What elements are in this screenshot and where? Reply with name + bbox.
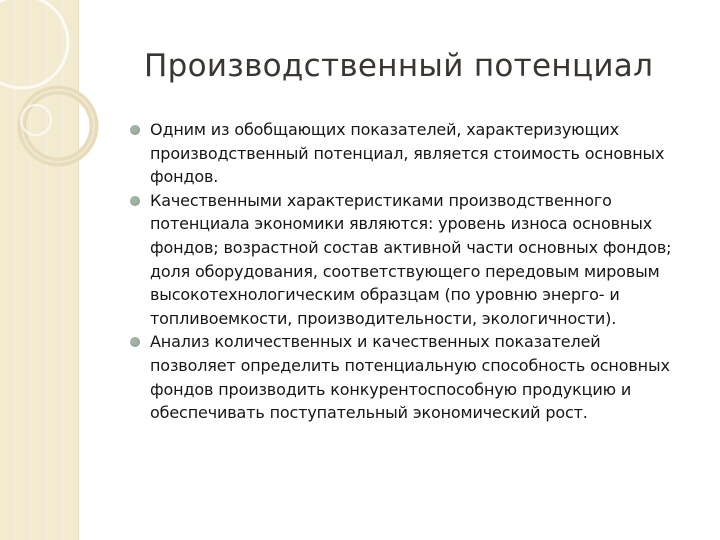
bullet-item	[130, 118, 696, 189]
bullet-line: Качественными характеристиками производственного	[150, 190, 612, 210]
medium-ring-highlight	[22, 90, 94, 162]
bullet-line: доля оборудования, соответствующего передовым мировым	[150, 261, 660, 281]
slide-title: Производственный потенциал	[144, 48, 654, 84]
bullet-line: фондов.	[150, 167, 219, 187]
bullet-item	[130, 330, 696, 424]
bullet-icon	[130, 337, 140, 347]
bullet-line: позволяет определить потенциальную способность основных	[150, 355, 670, 375]
bullet-line: Одним из обобщающих показателей, характеризующих	[150, 120, 619, 139]
bullet-line: Анализ количественных и качественных показателей	[150, 332, 601, 352]
large-ring	[0, 0, 68, 88]
bullet-line: высокотехнологическим образцам (по уровню энерго- и	[150, 285, 620, 305]
decorative-rings	[0, 0, 120, 200]
bullet-line: фондов производить конкурентоспособную продукцию и	[150, 379, 632, 399]
bullet-icon	[130, 196, 140, 206]
bullet-line: обеспечивать поступательный экономический рост.	[150, 403, 588, 423]
bullet-icon	[130, 125, 140, 135]
bullet-line: топливоемкости, производительности, экологичности).	[150, 308, 617, 328]
bullet-line: потенциала экономики являются: уровень износа основных	[150, 214, 653, 234]
bullet-list	[130, 118, 696, 425]
bullet-line: производственный потенциал, является стоимость основных	[150, 143, 665, 163]
bullet-line: фондов; возрастной состав активной части основных фондов;	[150, 237, 672, 257]
bullet-item	[130, 189, 696, 331]
